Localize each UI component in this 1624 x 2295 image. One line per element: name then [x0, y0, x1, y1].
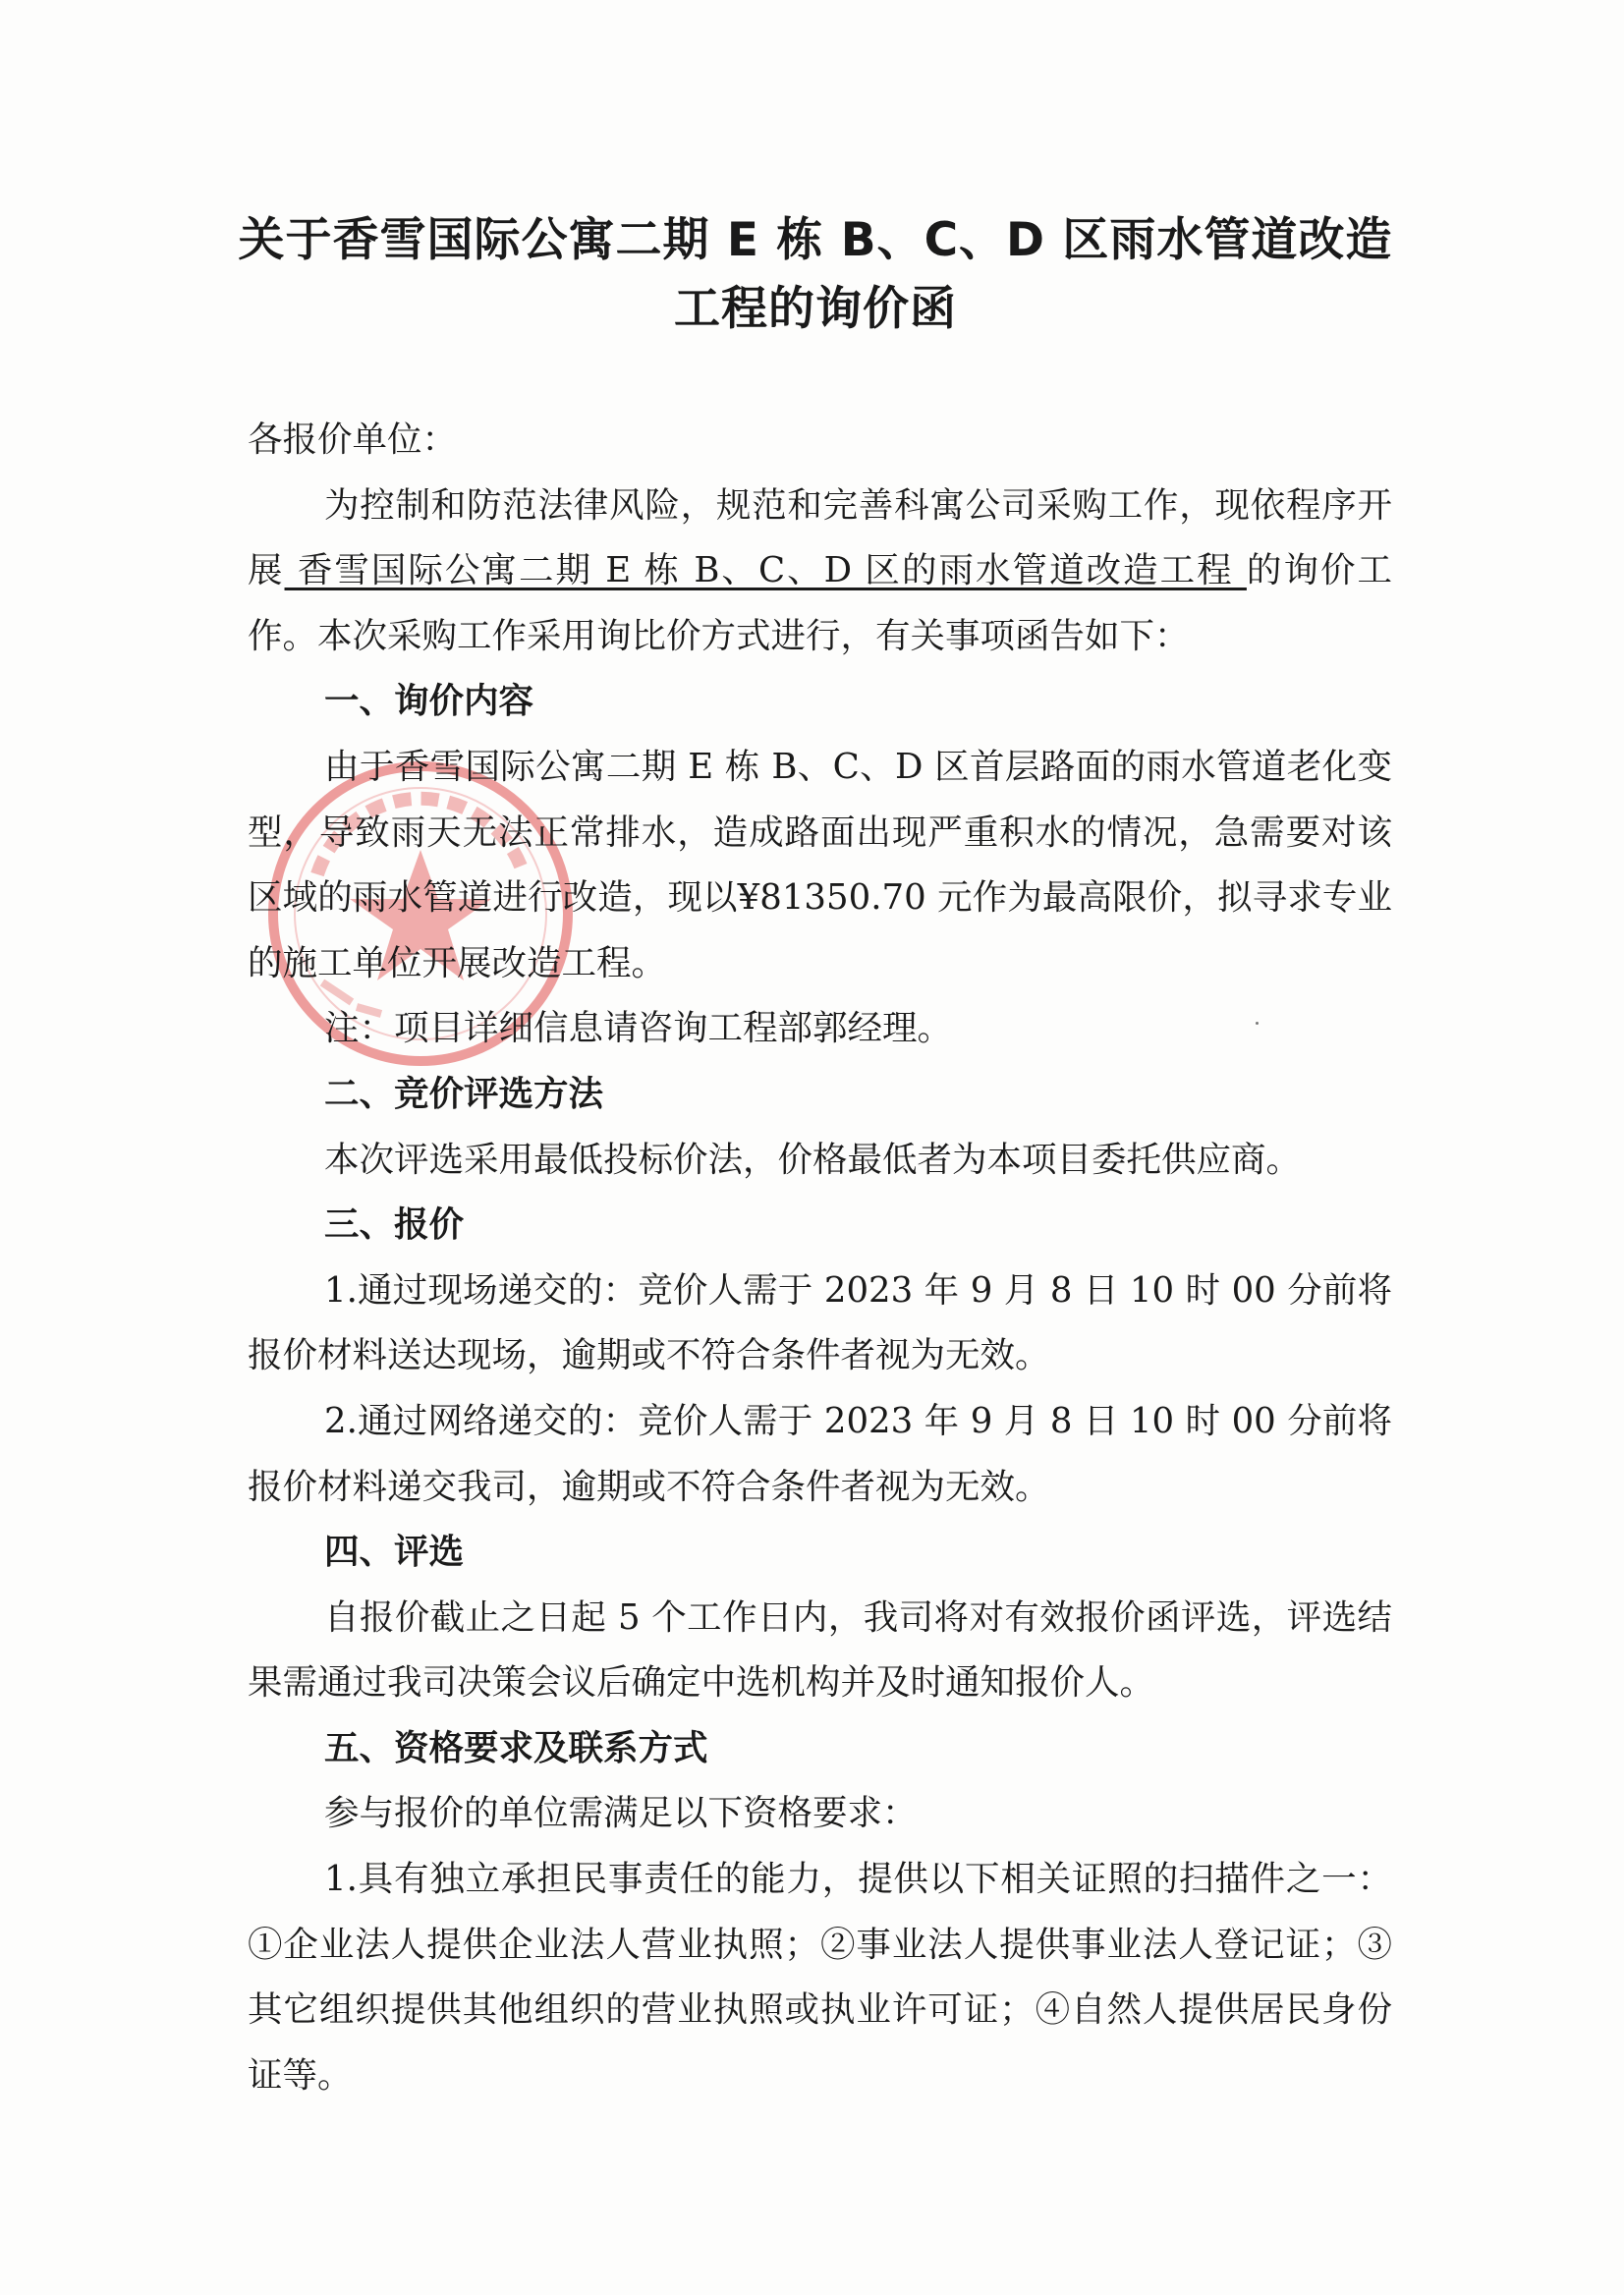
section-1-paragraph: 由于香雪国际公寓二期 E 栋 B、C、D 区首层路面的雨水管道老化变型，导致雨天无法正常排水，造成路面出现严重积水的情况，急需要对该区域的雨水管道进行改造，现以¥81350.70 元作为最高限价，拟寻求专业的施工单位开展改造工程。 [248, 746, 1392, 983]
intro-before: 为控制和防范法律风险，规范和完善科寓公司采购工作，现依程序开展 [248, 484, 1392, 591]
section-1-heading: 一、询价内容 [324, 681, 534, 722]
section-3-item-1: 1.通过现场递交的：竞价人需于 2023 年 9 月 8 日 10 时 00 分前将报价材料送达现场，逾期或不符合条件者视为无效。 [248, 1269, 1392, 1376]
section-3-item-2: 2.通过网络递交的：竞价人需于 2023 年 9 月 8 日 10 时 00 分前将报价材料递交我司，逾期或不符合条件者视为无效。 [248, 1400, 1392, 1507]
section-3-heading: 三、报价 [324, 1204, 465, 1246]
salutation: 各报价单位： [248, 420, 458, 460]
section-5-paragraph: 参与报价的单位需满足以下资格要求： [324, 1793, 918, 1834]
section-4-paragraph: 自报价截止之日起 5 个工作日内，我司将对有效报价函评选，评选结果需通过我司决策会议后确定中选机构并及时通知报价人。 [248, 1596, 1392, 1704]
intro-paragraph [248, 474, 1392, 670]
section-5-item-1: 1.具有独立承担民事责任的能力，提供以下相关证照的扫描件之一：①企业法人提供企业法人营业执照；②事业法人提供事业法人登记证；③其它组织提供其他组织的营业执照或执业许可证；④自然人提供居民身份证等。 [248, 1859, 1392, 2096]
intro-project-name: 香雪国际公寓二期 E 栋 B、C、D 区的雨水管道改造工程 [284, 550, 1247, 591]
intro-after: 的询价工作。本次采购工作采用询比价方式进行，有关事项函告如下： [248, 550, 1392, 656]
document-body [248, 408, 1392, 2108]
section-4-heading: 四、评选 [324, 1532, 465, 1573]
section-1-note: 注：项目详细信息请咨询工程部郭经理。 [324, 1008, 953, 1049]
document-title [196, 206, 1434, 344]
section-5-heading: 五、资格要求及联系方式 [324, 1727, 708, 1768]
section-2-heading: 二、竞价评选方法 [324, 1073, 604, 1114]
section-2-paragraph: 本次评选采用最低投标价法，价格最低者为本项目委托供应商。 [324, 1139, 1302, 1180]
title-line-1: 关于香雪国际公寓二期 E 栋 B、C、D 区雨水管道改造 [238, 213, 1393, 267]
title-line-2: 工程的询价函 [674, 282, 957, 336]
